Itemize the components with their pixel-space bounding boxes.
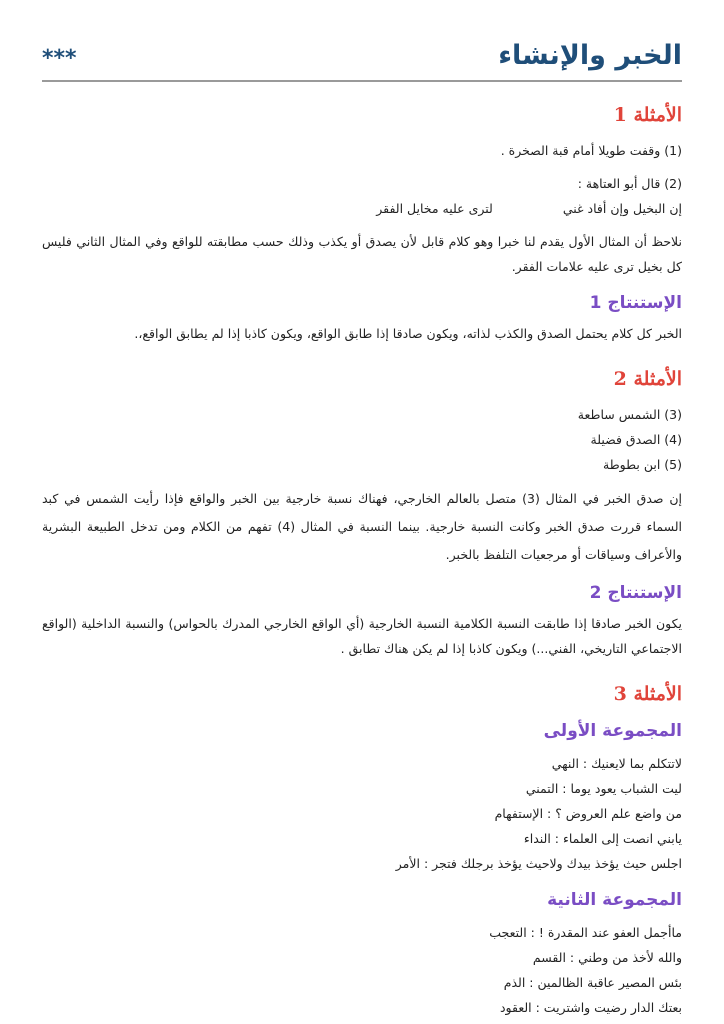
conclusion-1-heading: الإستنتاج 1 — [589, 293, 682, 313]
list-item: من واضع علم العروض ؟ : الإستفهام — [494, 806, 682, 821]
header-stars: *** — [42, 46, 77, 71]
group-2-heading: المجموعة الثانية — [547, 890, 682, 910]
poetry-verse — [42, 196, 682, 221]
group-1-heading: المجموعة الأولى — [543, 721, 682, 741]
examples-1-heading: الأمثلة 1 — [613, 104, 682, 126]
list-item: ماأجمل العفو عند المقدرة ! : التعجب — [489, 925, 682, 940]
examples-2-heading: الأمثلة 2 — [613, 368, 682, 390]
verse-second-hemistich: لترى عليه مخايل الفقر — [376, 201, 493, 216]
example-2-intro: (2) قال أبو العتاهة : — [577, 176, 682, 191]
list-item: بئس المصير عاقبة الظالمين : الذم — [503, 975, 682, 990]
list-item: والله لأخذ من وطني : القسم — [532, 950, 682, 965]
conclusion-1-text: الخبر كل كلام يحتمل الصدق والكذب لذاته، ويكون صادقا إذا طابق الواقع، ويكون كاذبا إذا لم يطابق الواقع،. — [134, 326, 682, 341]
list-item: لاتتكلم بما لايعنيك : النهي — [551, 756, 682, 771]
list-item: (4) الصدق فضيلة — [590, 432, 682, 447]
list-item: ليت الشباب يعود يوما : التمني — [525, 781, 682, 796]
list-item: (3) الشمس ساطعة — [577, 407, 682, 422]
conclusion-2-heading: الإستنتاج 2 — [589, 583, 682, 603]
example-1: (1) وقفت طويلا أمام قبة الصخرة . — [500, 143, 682, 158]
list-item: (5) ابن بطوطة — [603, 457, 682, 472]
document-header — [42, 38, 682, 82]
list-item: بعتك الدار رضيت واشتريت : العقود — [499, 1000, 682, 1015]
examples-3-heading: الأمثلة 3 — [613, 683, 682, 705]
verse-first-hemistich: إن البخيل وإن أفاد غني — [562, 201, 682, 216]
list-item: يابني انصت إلى العلماء : النداء — [523, 831, 682, 846]
list-item: اجلس حيث يؤخذ بيدك ولاحيث يؤخذ برجلك فتجر : الأمر — [395, 856, 682, 871]
examples-1-analysis: نلاحظ أن المثال الأول يقدم لنا خبرا وهو كلام قابل لأن يصدق أو يكذب وذلك حسب مطابقته للواقع وفي المثال الثاني فليس كل بخيل ترى عليه علامات الفقر. — [42, 234, 682, 274]
document-page — [42, 38, 682, 1020]
page-title: الخبر والإنشاء — [498, 40, 682, 71]
conclusion-2-text: يكون الخبر صادقا إذا طابقت النسبة الكلامية النسبة الخارجية (أي الواقع الخارجي المدرك بالحواس) والنسبة الداخلية (الواقع الاجتماعي التاريخي، الفني...) ويكون كاذبا إذا لم يكن هناك تطابق . — [42, 616, 682, 656]
examples-2-analysis: إن صدق الخبر في المثال (3) متصل بالعالم الخارجي، فهناك نسبة خارجية بين الخبر والواقع فإذا رأيت الشمس في كبد السماء قررت صدق الخبر وكانت النسبة خارجية. بينما النسبة في المثال (4) تفهم من الكلام ومن تدخل الطبيعة البشرية والأعراف وسياقات أو مرجعيات التلفظ بالخبر. — [42, 491, 682, 562]
